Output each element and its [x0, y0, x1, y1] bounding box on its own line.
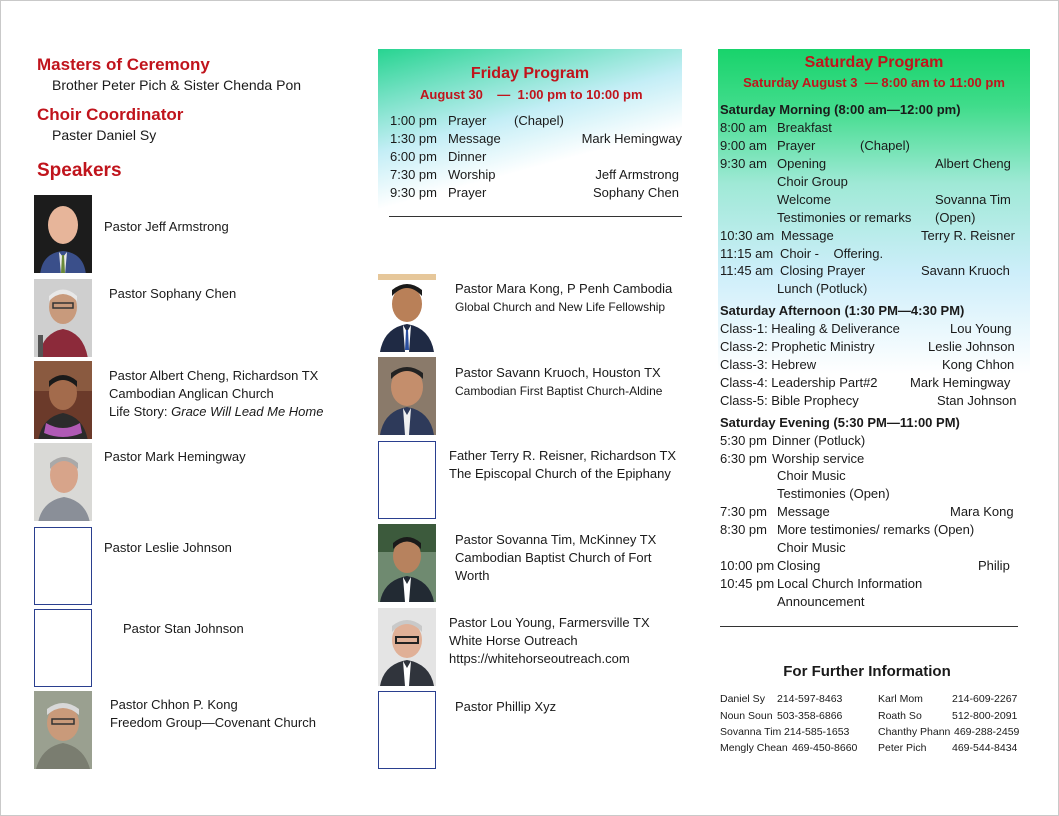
saturday-evening-heading: Saturday Evening (5:30 PM—11:00 PM): [720, 415, 960, 430]
speaker-name-sophany-chen: Pastor Sophany Chen: [109, 286, 237, 301]
speaker-block-lou-young: [449, 614, 650, 668]
afternoon-class-speaker: Lou Young: [950, 321, 1012, 336]
morning-item-time: 10:30 am: [720, 228, 775, 243]
speaker-name-terry-reisner: Father Terry R. Reisner, Richardson TX: [449, 448, 677, 463]
afternoon-class: Class-2: Prophetic Ministry: [720, 339, 875, 354]
speaker-photo-lou-young: [378, 608, 436, 686]
speaker-name-sovanna-tim: Pastor Sovanna Tim, McKinney TX: [455, 532, 657, 547]
speaker-note-albert-cheng: [109, 403, 323, 421]
contact-phone: 214-585-1653: [784, 726, 850, 738]
choir-heading: Choir Coordinator: [37, 105, 184, 124]
evening-item-event: Choir Music: [777, 468, 846, 483]
saturday-program-panel: [718, 49, 1030, 609]
contact-phone: 214-597-8463: [777, 693, 843, 705]
morning-item-time: 9:00 am: [720, 138, 767, 153]
life-story-title: Grace Will Lead Me Home: [171, 404, 324, 419]
contact-name: Sovanna Tim: [720, 726, 782, 738]
speaker-photo-sovanna-tim: [378, 524, 436, 602]
afternoon-class-speaker: Kong Chhon: [942, 357, 1015, 372]
friday-divider: [389, 216, 682, 217]
afternoon-class: Class-4: Leadership Part#2: [720, 375, 878, 390]
contact-name: Chanthy Phann: [878, 726, 951, 738]
contact-phone: 469-288-2459: [954, 726, 1020, 738]
morning-item-speaker: Albert Cheng: [935, 156, 1011, 171]
evening-item-time: 6:30 pm: [720, 451, 767, 466]
saturday-subtitle: Saturday August 3 — 8:00 am to 11:00 pm: [743, 75, 1005, 90]
friday-program-panel: [378, 49, 682, 227]
friday-item-note: (Chapel): [514, 113, 564, 128]
evening-item-time: 10:45 pm: [720, 576, 775, 591]
contact-phone: 469-450-8660: [792, 742, 858, 754]
friday-item-speaker: Jeff Armstrong: [595, 167, 679, 182]
contact-phone: 503-358-6866: [777, 710, 843, 722]
speaker-photo-savann-kruoch: [378, 357, 436, 435]
speaker-photo-jeff-armstrong: [34, 195, 92, 273]
afternoon-class: Class-5: Bible Prophecy: [720, 393, 859, 408]
masters-names: Brother Peter Pich & Sister Chenda Pon: [52, 77, 302, 93]
saturday-title: Saturday Program: [804, 54, 944, 71]
morning-item-event: Choir Group: [777, 174, 848, 189]
contact-name: Karl Mom: [878, 693, 923, 705]
contact-name: Daniel Sy: [720, 693, 765, 705]
contact-phone: 214-609-2267: [952, 693, 1018, 705]
speaker-church-sovanna-tim-cont: Worth: [455, 568, 490, 583]
friday-item-event: Message: [448, 131, 501, 146]
friday-item-event: Prayer: [448, 113, 487, 128]
morning-item-time: 9:30 am: [720, 156, 767, 171]
morning-item-event: Breakfast: [777, 120, 832, 135]
speaker-block-sovanna-tim: [455, 531, 656, 585]
friday-item-time: 7:30 pm: [390, 167, 437, 182]
contact-phone: 469-544-8434: [952, 742, 1018, 754]
speaker-church-terry-reisner: The Episcopal Church of the Epiphany: [449, 466, 671, 481]
friday-item-event: Prayer: [448, 185, 487, 200]
further-info-title: For Further Information: [783, 663, 951, 680]
speaker-name-lou-young: Pastor Lou Young, Farmersville TX: [449, 615, 650, 630]
evening-item-time: 10:00 pm: [720, 558, 775, 573]
afternoon-class-speaker: Stan Johnson: [937, 393, 1017, 408]
morning-item-speaker: (Open): [935, 210, 976, 225]
evening-item-speaker: Mara Kong: [950, 504, 1014, 519]
speaker-name-chhon-kong: Pastor Chhon P. Kong: [110, 697, 238, 712]
speaker-photo-mark-hemingway: [34, 443, 92, 521]
speaker-photo-albert-cheng: [34, 361, 92, 439]
speaker-church-sovanna-tim: Cambodian Baptist Church of Fort: [455, 550, 652, 565]
morning-item-event: Choir - Offering.: [780, 246, 884, 261]
morning-item-time: 8:00 am: [720, 120, 767, 135]
evening-item-time: 5:30 pm: [720, 433, 767, 448]
speaker-name-savann-kruoch: Pastor Savann Kruoch, Houston TX: [455, 365, 661, 380]
morning-item-event: Prayer: [777, 138, 816, 153]
morning-item-event: Message: [781, 228, 834, 243]
evening-item-event: Dinner (Potluck): [772, 433, 866, 448]
speaker-photo-placeholder-leslie-johnson: [34, 527, 92, 605]
speaker-website-lou-young[interactable]: https://whitehorseoutreach.com: [449, 651, 630, 666]
morning-item-event: Welcome: [777, 192, 831, 207]
life-story-label: Life Story:: [109, 404, 172, 419]
speaker-name-mark-hemingway: Pastor Mark Hemingway: [104, 449, 246, 464]
speaker-photo-chhon-kong: [34, 691, 92, 769]
friday-title: Friday Program: [470, 65, 590, 82]
evening-item-time: 8:30 pm: [720, 522, 767, 537]
evening-item-event: Closing: [777, 558, 821, 573]
speaker-name-mara-kong: Pastor Mara Kong, P Penh Cambodia: [455, 281, 673, 296]
speaker-block-terry-reisner: [449, 447, 676, 483]
speaker-block-albert-cheng: [109, 367, 323, 421]
friday-item-time: 1:00 pm: [390, 113, 437, 128]
evening-item-event: Message: [777, 504, 830, 519]
afternoon-class: Class-1: Healing & Deliverance: [720, 321, 900, 336]
contact-name: Mengly Chean: [720, 742, 788, 754]
speaker-church-chhon-kong: Freedom Group—Covenant Church: [110, 715, 316, 730]
morning-item-note: (Chapel): [860, 138, 910, 153]
morning-item-event: Closing Prayer: [780, 263, 866, 278]
morning-item-event: Testimonies or remarks: [777, 210, 912, 225]
friday-subtitle: August 30 — 1:00 pm to 10:00 pm: [420, 87, 643, 102]
speaker-photo-sophany-chen: [34, 279, 92, 357]
morning-item-time: 11:45 am: [720, 263, 774, 278]
speaker-block-savann-kruoch: [455, 364, 662, 400]
speakers-heading: Speakers: [37, 160, 122, 181]
speaker-name-phillip-xyz: Pastor Phillip Xyz: [455, 699, 557, 714]
speaker-photo-placeholder-stan-johnson: [34, 609, 92, 687]
speaker-block-chhon-kong: [110, 696, 316, 732]
saturday-divider: [720, 626, 1018, 627]
afternoon-class: Class-3: Hebrew: [720, 357, 817, 372]
afternoon-class-speaker: Mark Hemingway: [910, 375, 1011, 390]
evening-item-time: 7:30 pm: [720, 504, 767, 519]
friday-item-event: Dinner: [448, 149, 487, 164]
morning-item-event: Opening: [777, 156, 827, 171]
speaker-block-mara-kong: [455, 280, 672, 316]
choir-name: Paster Daniel Sy: [52, 127, 157, 143]
morning-item-speaker: Savann Kruoch: [921, 263, 1010, 278]
saturday-morning-heading: Saturday Morning (8:00 am—12:00 pm): [720, 102, 961, 117]
friday-item-event: Worship: [448, 167, 496, 182]
friday-item-time: 6:00 pm: [390, 149, 437, 164]
masters-heading: Masters of Ceremony: [37, 55, 210, 74]
evening-item-event: Testimonies (Open): [777, 486, 890, 501]
afternoon-class-speaker: Leslie Johnson: [928, 339, 1015, 354]
evening-item-event: Announcement: [777, 594, 865, 609]
speaker-church-savann-kruoch: Cambodian First Baptist Church-Aldine: [455, 384, 663, 398]
contact-name: Noun Soun: [720, 710, 773, 722]
saturday-afternoon-heading: Saturday Afternoon (1:30 PM—4:30 PM): [720, 303, 965, 318]
speaker-church-albert-cheng: Cambodian Anglican Church: [109, 386, 274, 401]
speaker-name-jeff-armstrong: Pastor Jeff Armstrong: [104, 219, 229, 234]
speaker-name-stan-johnson: Pastor Stan Johnson: [123, 621, 244, 636]
contact-phone: 512-800-2091: [952, 710, 1018, 722]
evening-item-speaker: Philip: [978, 558, 1010, 573]
friday-item-time: 1:30 pm: [390, 131, 437, 146]
friday-item-speaker: Mark Hemingway: [581, 131, 682, 146]
speaker-photo-placeholder-phillip-xyz: [378, 691, 436, 769]
friday-item-speaker: Sophany Chen: [592, 185, 679, 200]
speaker-name-leslie-johnson: Pastor Leslie Johnson: [104, 540, 232, 555]
morning-item-speaker: Terry R. Reisner: [921, 228, 1015, 243]
speaker-photo-mara-kong: [378, 274, 436, 352]
friday-item-time: 9:30 pm: [390, 185, 437, 200]
contact-name: Roath So: [878, 710, 922, 722]
evening-item-event: Choir Music: [777, 540, 846, 555]
speaker-church-mara-kong: Global Church and New Life Fellowship: [455, 300, 666, 314]
morning-item-speaker: Sovanna Tim: [935, 192, 1011, 207]
speaker-photo-placeholder-terry-reisner: [378, 441, 436, 519]
speaker-church-lou-young: White Horse Outreach: [449, 633, 578, 648]
morning-item-time: 11:15 am: [720, 246, 774, 261]
contact-name: Peter Pich: [878, 742, 927, 754]
speaker-name-albert-cheng: Pastor Albert Cheng, Richardson TX: [109, 368, 319, 383]
evening-item-event: Local Church Information: [777, 576, 923, 591]
evening-item-event: More testimonies/ remarks (Open): [777, 522, 975, 537]
evening-item-event: Worship service: [772, 451, 865, 466]
morning-item-event: Lunch (Potluck): [777, 281, 868, 296]
